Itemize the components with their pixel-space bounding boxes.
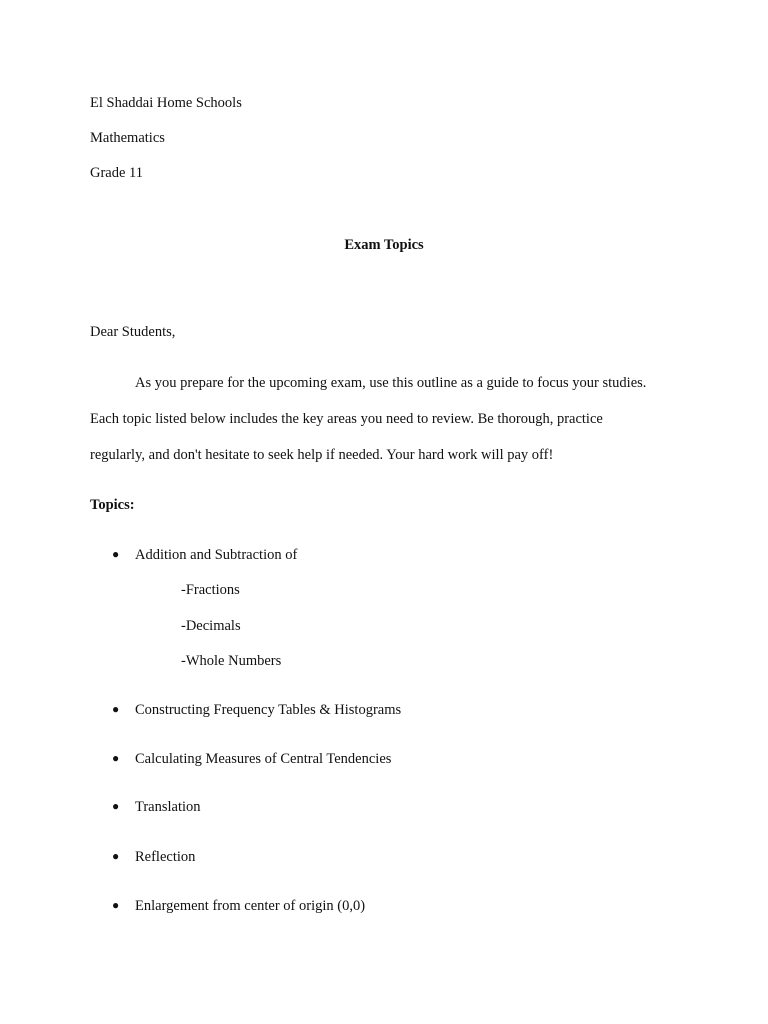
- topic-label: Translation: [135, 799, 201, 815]
- topic-item: [112, 899, 365, 914]
- greeting: Dear Students,: [90, 324, 176, 340]
- document-title: Exam Topics: [344, 237, 424, 253]
- topic-subitem: -Fractions: [181, 582, 240, 598]
- intro-line-1: As you prepare for the upcoming exam, use this outline as a guide to focus your studies.: [135, 375, 647, 391]
- topic-item: [112, 548, 297, 563]
- topic-label: Calculating Measures of Central Tendencies: [135, 751, 392, 767]
- bullet-icon: ●: [112, 898, 120, 912]
- bullet-icon: ●: [112, 799, 120, 813]
- bullet-icon: ●: [112, 849, 120, 863]
- intro-line-2: Each topic listed below includes the key areas you need to review. Be thorough, practice: [90, 411, 603, 427]
- grade-level: Grade 11: [90, 165, 144, 181]
- intro-line-3: regularly, and don't hesitate to seek help if needed. Your hard work will pay off!: [90, 447, 554, 463]
- topic-subitem: -Decimals: [181, 618, 241, 634]
- topic-item: [112, 752, 391, 767]
- topic-label: Constructing Frequency Tables & Histograms: [135, 702, 402, 718]
- topic-label: Addition and Subtraction of: [135, 547, 298, 563]
- topics-heading: Topics:: [90, 497, 135, 513]
- topic-label: Reflection: [135, 849, 196, 865]
- topic-item: [112, 800, 201, 815]
- topic-item: [112, 850, 195, 865]
- topic-item: [112, 703, 401, 718]
- bullet-icon: ●: [112, 702, 120, 716]
- bullet-icon: ●: [112, 547, 120, 561]
- bullet-icon: ●: [112, 751, 120, 765]
- school-name: El Shaddai Home Schools: [90, 95, 242, 111]
- topic-label: Enlargement from center of origin (0,0): [135, 898, 366, 914]
- subject-name: Mathematics: [90, 130, 165, 146]
- topic-subitem: -Whole Numbers: [181, 653, 282, 669]
